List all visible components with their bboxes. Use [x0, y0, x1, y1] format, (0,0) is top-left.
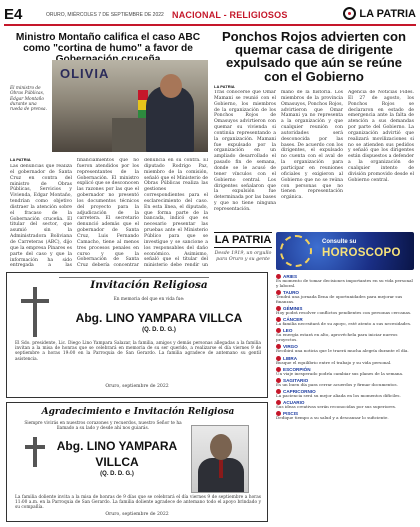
horoscope-sign: GÉMINIS Hoy podrá resolver conflictos pendientes con personas cercanas. [276, 305, 412, 315]
zodiac-wheel-icon [280, 235, 312, 267]
obituary-1-intro: En memoria del que en vida fue: [113, 297, 185, 302]
page-number: E4 [4, 6, 23, 23]
horoscope-sign: SAGITARIO Es un buen día para cerrar acuerdos y firmar documentos. [276, 377, 398, 387]
promo-brand: LA PATRIA [214, 234, 272, 246]
cross-icon [33, 287, 37, 337]
section-title: NACIONAL - RELIGIOSOS [172, 10, 288, 20]
horoscope-sign: PISCIS Dedique tiempo a su salud y a descansar lo suficiente. [276, 411, 389, 421]
left-article-column-1: Las denuncias que realiza el gobernador de Santa Cruz en contra del ministro de Obras Públicas, Servicios y Vivienda, Edgar Montaño, tendrían como objetivo distraer la atención sobre el fracaso de la Gobernación cruceña. El titular del sector, que asumió sin la Administradora Boliviana de Carreteras (ABC), dijo que la empresa Pinares es parte del caso y que la información ha sido entregada a las [10, 164, 72, 268]
obituary-2-title: Agradecimiento e Invitación Religiosa [41, 407, 235, 417]
photo-caption: El ministro de Obras Públicas, Edgar Montaño durante una rueda de prensa. [10, 86, 47, 113]
left-article-column-2: financiamientos que no fueron atendidos por los representantes de la Gobernación. El ministro explicó que se desconocen las razones por las que el gobernador no presentó los documentos técnicos del proyecto para la adjudicación de la carretera. El secretario denunció además que el gobernador de Santa Cruz, Luis Fernando Camacho, tiene al menos tres procesos penales en curso y que la Gobernación de Santa Cruz debería concentrar [77, 158, 139, 268]
obituary-2-name-line-1: Abg. LINO YAMPARA [56, 439, 178, 453]
left-article-column-3: denuncia en su contra. El diputado Rodrigo Paz, miembro de la comisión, señaló que el Ministerio de Obras Públicas realiza las gestiones correspondientes para el esclarecimiento del caso. En esta línea, el diputado, que forma parte de la bancada, indicó que es necesario presentar las pruebas ante el Ministerio Público para que se investigue y se sancione a los responsables del daño económico. Asimismo, señaló que el titular del ministerio debe rendir un [144, 158, 208, 268]
obituary-invitation [6, 272, 268, 398]
obituary-2-intro: Siempre vivirás en nuestros corazones y recuerdos, nuestro Señor te ha llamado a su lado y desde ahí nos guiarás. [24, 421, 182, 432]
left-article-title: Ministro Montaño califica el caso ABC como "cortina de humo" a favor de [15, 32, 201, 54]
left-article-credit: LA PATRIA [10, 157, 31, 162]
brand-name: LA PATRIA [359, 7, 416, 20]
podium-icon [112, 118, 146, 152]
right-article-column-3: Agencia de Noticias Fides. El 27 de agosto, los Ponchos Rojos se declararon en estado de emergencia ante la falta de atención a sus demandas por parte del Gobierno. La organización advirtió que realizará movilizaciones si no se atienden sus pedidos y señaló que los dirigentes están dispuestos a defender a la organización de cualquier intento de división promovido desde el Gobierno central. [348, 90, 414, 183]
horoscope-sign: CÁNCER La familia necesitará de su apoyo, esté atento a sus necesidades. [276, 317, 412, 327]
horoscope-title: HOROSCOPO [322, 247, 401, 259]
horoscope-sign: ESCORPIÓN Un viaje inesperado podría cambiar sus planes de la semana. [276, 366, 404, 376]
obituary-1-body: El Sdo. presidente, Lic. Diego Lino Yampara Salazar, la familia, amigos y demás personas allegadas a la familia invitan a la misa de honras que se celebrará en memoria de su ser querido, a realizarse el día viernes 9 de septiembre a horas 19:00 en la Parroquia de San Gerardo. La familia agradece de antemano su gentil asistencia. [15, 341, 261, 362]
newspaper-promo [214, 232, 272, 272]
page-header [4, 4, 416, 26]
obituary-2-location: Oruro, septiembre de 2022 [105, 512, 169, 517]
photo-banner-text: OLIVIA [60, 66, 110, 81]
horoscope-sign: TAURO Tendrá una jornada llena de oportunidades para mejorar sus finanzas. [276, 289, 403, 304]
horoscope-sign: CAPRICORNIO La paciencia será su mejor aliada en los momentos difíciles. [276, 389, 401, 399]
obituary-1-name: Abg. LINO YAMPARA VILLCA [75, 311, 243, 325]
obituary-1-location: Oruro, septiembre de 2022 [105, 384, 169, 389]
obituary-2-org: (Q. D. D. G.) [100, 471, 134, 477]
obituary-2-name-line-2: VILLCA [95, 455, 139, 469]
brand-logo [343, 7, 416, 20]
horoscope-list [276, 274, 414, 522]
horoscope-banner [276, 232, 414, 270]
horoscope-sign: VIRGO Recibirá una noticia que le traerá mucha alegría durante el día. [276, 344, 409, 354]
person-head [160, 74, 182, 98]
right-article-column-1: Tras conocerse que Omar Mamani se reunió con el Gobierno, los miembros de la organización de los Ponchos Rojos de Omasuyos advirtieron con quemar su vivienda si continúa representando a la organización. Mamani fue expulsado por la organización en un ampliado desarrollado el pasado fin de semana, donde se le acusó de tener vínculos con el Gobierno central. Los dirigentes señalaron que la expulsión fue determinada por las bases y que no tiene ninguna representación. [214, 90, 276, 212]
obituary-thanks [6, 402, 268, 522]
obituary-1-title: Invitación Religiosa [90, 279, 208, 291]
right-article-column-2: mano de la historia. Los miembros de la provincia Omasuyos, Ponchos Rojos, advirtieron que Omar Mamani ya no representa a la organización y que cualquier reunión con autoridades será desconocida por las bases. De acuerdo con los dirigentes, el expulsado no cuenta con el aval de la organización para participar en reuniones oficiales y exigieron al Gobierno que no se reúna con personas que no tienen representación orgánica. [281, 90, 343, 201]
minister-photo [52, 60, 208, 152]
horoscope-sign: LEO Su energía estará en alto, aprovéchela para iniciar nuevos proyectos. [276, 328, 398, 343]
deceased-portrait [191, 425, 249, 493]
cross-icon [33, 437, 37, 467]
horoscope-sign: LIBRA Busque el equilibrio entre el trabajo y su vida personal. [276, 355, 392, 365]
brand-emblem-icon [343, 7, 356, 20]
right-article-credit: LA PATRIA [214, 84, 235, 89]
right-article-title: Ponchos Rojos advierten con quemar casa de dirigente expulsado que aún se reúne con el Gobierno [221, 29, 407, 84]
horoscope-sign: ARIES Es momento de tomar decisiones importantes en su vida personal y laboral. [276, 274, 413, 288]
issue-date: ORURO, MIÉRCOLES 7 DE SEPTIEMBRE DE 2022 [46, 12, 164, 18]
promo-slogan: Desde 1919, un orgullo para Oruro y su gente [214, 251, 272, 262]
obituary-1-org: (Q. D. D. G.) [142, 327, 176, 333]
horoscope-sign: ACUARIO Sus ideas creativas serán reconocidas por sus superiores. [276, 400, 397, 410]
obituary-2-body: La familia doliente invita a la misa de honras de 9 días que se celebrará el día viernes 9 de septiembre a horas 11:00 a.m. en la Parroquia de San Gerardo. La familia doliente agradece de antemano todo el apoyo brindado y su compañía. [15, 495, 261, 511]
horoscope-label: Consulte su [322, 239, 357, 245]
